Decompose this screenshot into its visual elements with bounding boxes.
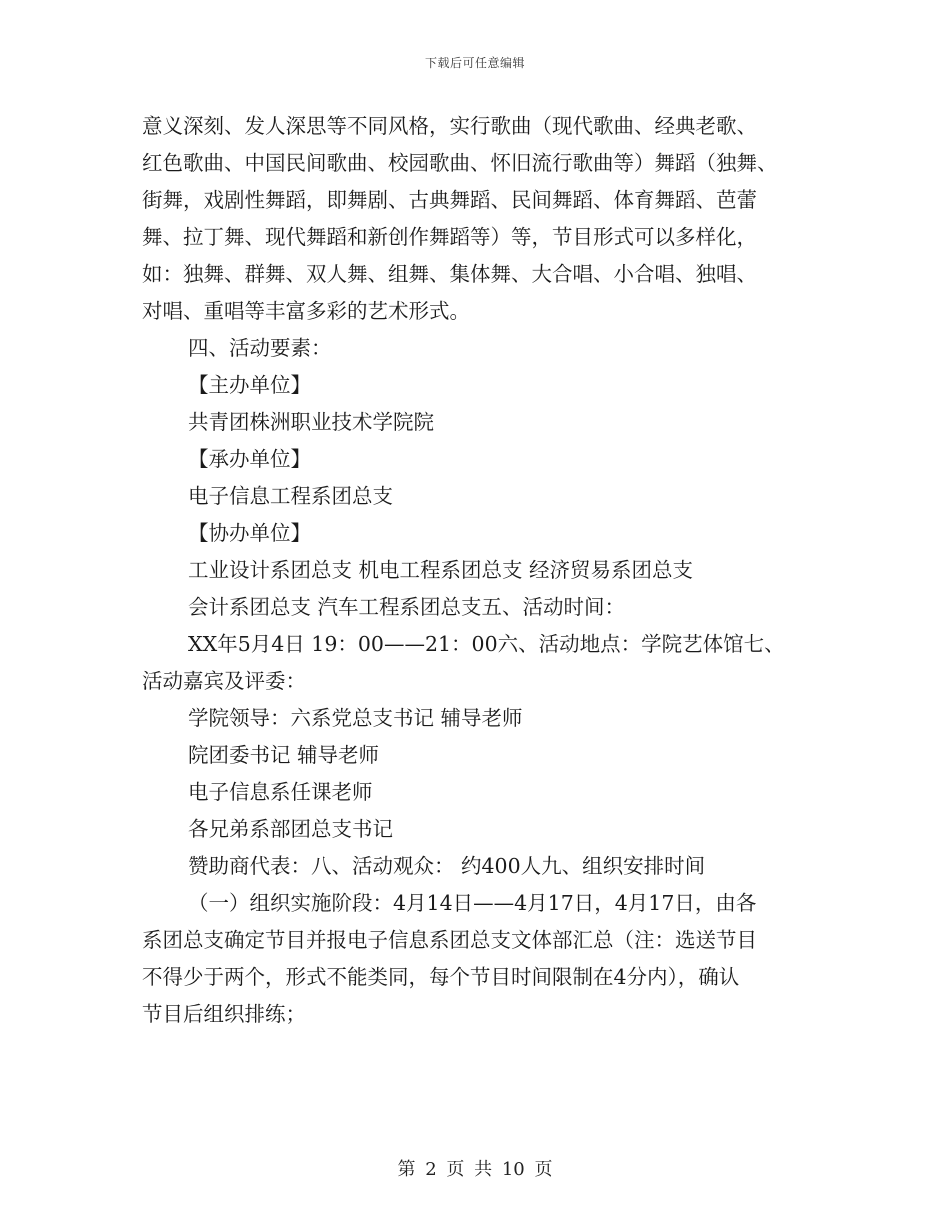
organizer-label: 【主办单位】 (188, 373, 311, 397)
guest-line: 电子信息系任课老师 (188, 780, 373, 804)
document-body (142, 108, 822, 1033)
body-line: （一）组织实施阶段：4月14日——4月17日，4月17日，由各 (188, 891, 757, 915)
body-line: 如：独舞、群舞、双人舞、组舞、集体舞、大合唱、小合唱、独唱、 (142, 262, 757, 286)
body-line: XX年5月4日 19：00——21：00六、活动地点：学院艺体馆七、 (188, 632, 785, 656)
guest-line: 院团委书记 辅导老师 (188, 743, 380, 767)
body-line: 不得少于两个，形式不能类同，每个节目时间限制在4分内），确认 (142, 965, 740, 989)
page-footer: 第 2 页 共 10 页 (397, 1159, 553, 1180)
body-line: 赞助商代表：八、活动观众： 约400人九、组织安排时间 (188, 854, 706, 878)
guest-line: 各兄弟系部团总支书记 (188, 817, 393, 841)
body-line: 系团总支确定节目并报电子信息系团总支文体部汇总（注：选送节目 (142, 928, 757, 952)
body-line: 意义深刻、发人深思等不同风格，实行歌曲（现代歌曲、经典老歌、 (142, 114, 757, 138)
page-header: 下载后可任意编辑 (424, 56, 525, 70)
body-line: 对唱、重唱等丰富多彩的艺术形式。 (142, 299, 470, 323)
guest-line: 学院领导：六系党总支书记 辅导老师 (188, 706, 523, 730)
organizer-value: 共青团株洲职业技术学院院 (188, 410, 434, 434)
body-line: 会计系团总支 汽车工程系团总支五、活动时间： (188, 595, 626, 619)
body-line: 街舞，戏剧性舞蹈，即舞剧、古典舞蹈、民间舞蹈、体育舞蹈、芭蕾 (142, 188, 757, 212)
undertaker-value: 电子信息工程系团总支 (188, 484, 393, 508)
body-line: 红色歌曲、中国民间歌曲、校园歌曲、怀旧流行歌曲等）舞蹈（独舞、 (142, 151, 778, 175)
body-line: 节目后组织排练； (142, 1002, 306, 1026)
undertaker-label: 【承办单位】 (188, 447, 311, 471)
body-line: 活动嘉宾及评委： (142, 669, 306, 693)
co-organizer-value: 工业设计系团总支 机电工程系团总支 经济贸易系团总支 (188, 558, 694, 582)
co-organizer-label: 【协办单位】 (188, 521, 311, 545)
body-line: 舞、拉丁舞、现代舞蹈和新创作舞蹈等）等，节目形式可以多样化， (142, 225, 757, 249)
section-heading: 四、活动要素： (188, 336, 332, 360)
